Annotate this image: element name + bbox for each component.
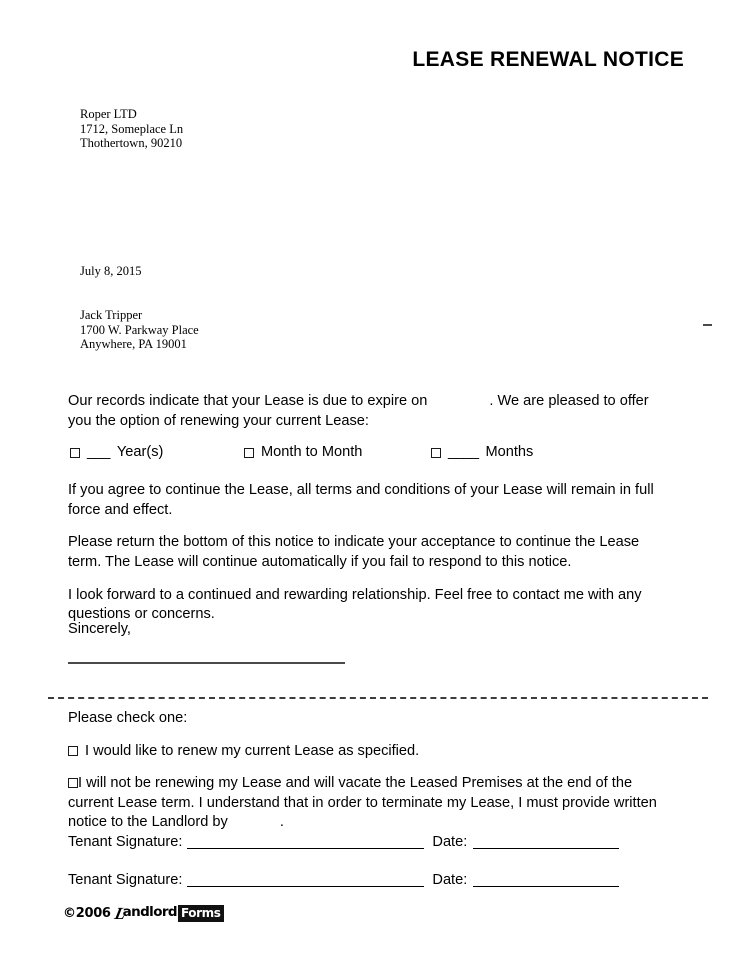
response-option-renew[interactable] — [68, 742, 668, 762]
option-years-label: Year(s) — [116, 444, 164, 461]
tenant-signature-label-1: Tenant Signature: — [68, 834, 183, 850]
response-option-renew-label: I would like to renew my current Lease as specified. — [85, 742, 420, 759]
option-months-blank: ____ — [448, 444, 479, 461]
letter-body — [68, 392, 668, 638]
copyright-text: ©2006 — [63, 905, 111, 921]
tenant-signature-label-2: Tenant Signature: — [68, 872, 183, 888]
letter-date: July 8, 2015 — [80, 264, 142, 278]
option-years[interactable] — [70, 444, 163, 460]
logo-badge-forms: Forms — [178, 905, 224, 922]
tenant-signature-field-1[interactable] — [187, 848, 424, 849]
tear-off-separator — [48, 697, 708, 699]
sender-address-block — [80, 107, 183, 151]
tenant-signature-field-2[interactable] — [187, 886, 424, 887]
logo-script-letter: L — [112, 903, 126, 923]
option-months[interactable] — [431, 444, 533, 460]
option-month-to-month-label: Month to Month — [261, 444, 363, 461]
recipient-address-block — [80, 308, 199, 352]
landlord-signature-line[interactable] — [68, 662, 345, 664]
checkbox-icon-vacate[interactable] — [68, 778, 78, 788]
sender-street: 1712, Someplace Ln — [80, 121, 184, 136]
tenant-signature-row-2 — [68, 872, 619, 888]
signoff-text: Sincerely, — [68, 621, 131, 637]
sender-city-state-zip: Thothertown, 90210 — [80, 136, 183, 151]
date-label-1: Date: — [432, 834, 468, 850]
response-option-vacate-period: . — [279, 814, 284, 831]
footer-branding — [63, 903, 224, 923]
date-label-2: Date: — [432, 872, 468, 888]
response-option-vacate-label: I will not be renewing my Lease and will vacate the Leased Premises at the end of the current Lease term. I understand that in order to terminate my Lease, I must provide written notice to the Landlord by — [68, 775, 657, 831]
date-field-1[interactable] — [473, 848, 619, 849]
page-title: LEASE RENEWAL NOTICE — [412, 48, 684, 71]
recipient-name: Jack Tripper — [80, 308, 143, 322]
tear-off-section — [68, 709, 668, 845]
date-field-2[interactable] — [473, 886, 619, 887]
checkbox-icon-month-to-month[interactable] — [244, 448, 254, 458]
renewal-options-row — [68, 444, 668, 468]
recipient-street: 1700 W. Parkway Place — [80, 322, 199, 337]
intro-paragraph — [68, 392, 668, 431]
checkbox-icon-renew[interactable] — [68, 746, 78, 756]
closing-paragraph: I look forward to a continued and rewarding relationship. Feel free to contact me with any questions or concerns. — [68, 586, 642, 623]
tenant-signature-row-1 — [68, 834, 619, 850]
stray-dash-mark — [703, 324, 712, 326]
recipient-city-state-zip: Anywhere, PA 19001 — [80, 337, 187, 352]
response-option-vacate[interactable] — [68, 774, 668, 833]
checkbox-icon-years[interactable] — [70, 448, 80, 458]
logo-word-landlord: andlord — [122, 904, 177, 921]
landlordforms-logo — [112, 903, 224, 923]
sender-name: Roper LTD — [80, 107, 137, 121]
option-years-blank: ___ — [87, 444, 110, 461]
check-one-instruction: Please check one: — [68, 710, 188, 726]
return-notice-paragraph: Please return the bottom of this notice to indicate your acceptance to continue the Lease term. The Lease will continue automatically if you fail to respond to this notice. — [68, 534, 640, 570]
option-month-to-month[interactable] — [244, 444, 362, 460]
checkbox-icon-months[interactable] — [431, 448, 441, 458]
terms-paragraph: If you agree to continue the Lease, all terms and conditions of your Lease will remain in full force and effect. — [68, 482, 654, 518]
option-months-label: Months — [485, 444, 534, 461]
intro-text-after-blank: . We are pleased to offer you the option of renewing your current Lease: — [68, 393, 649, 429]
intro-text-before-blank: Our records indicate that your Lease is due to expire on — [68, 393, 428, 409]
